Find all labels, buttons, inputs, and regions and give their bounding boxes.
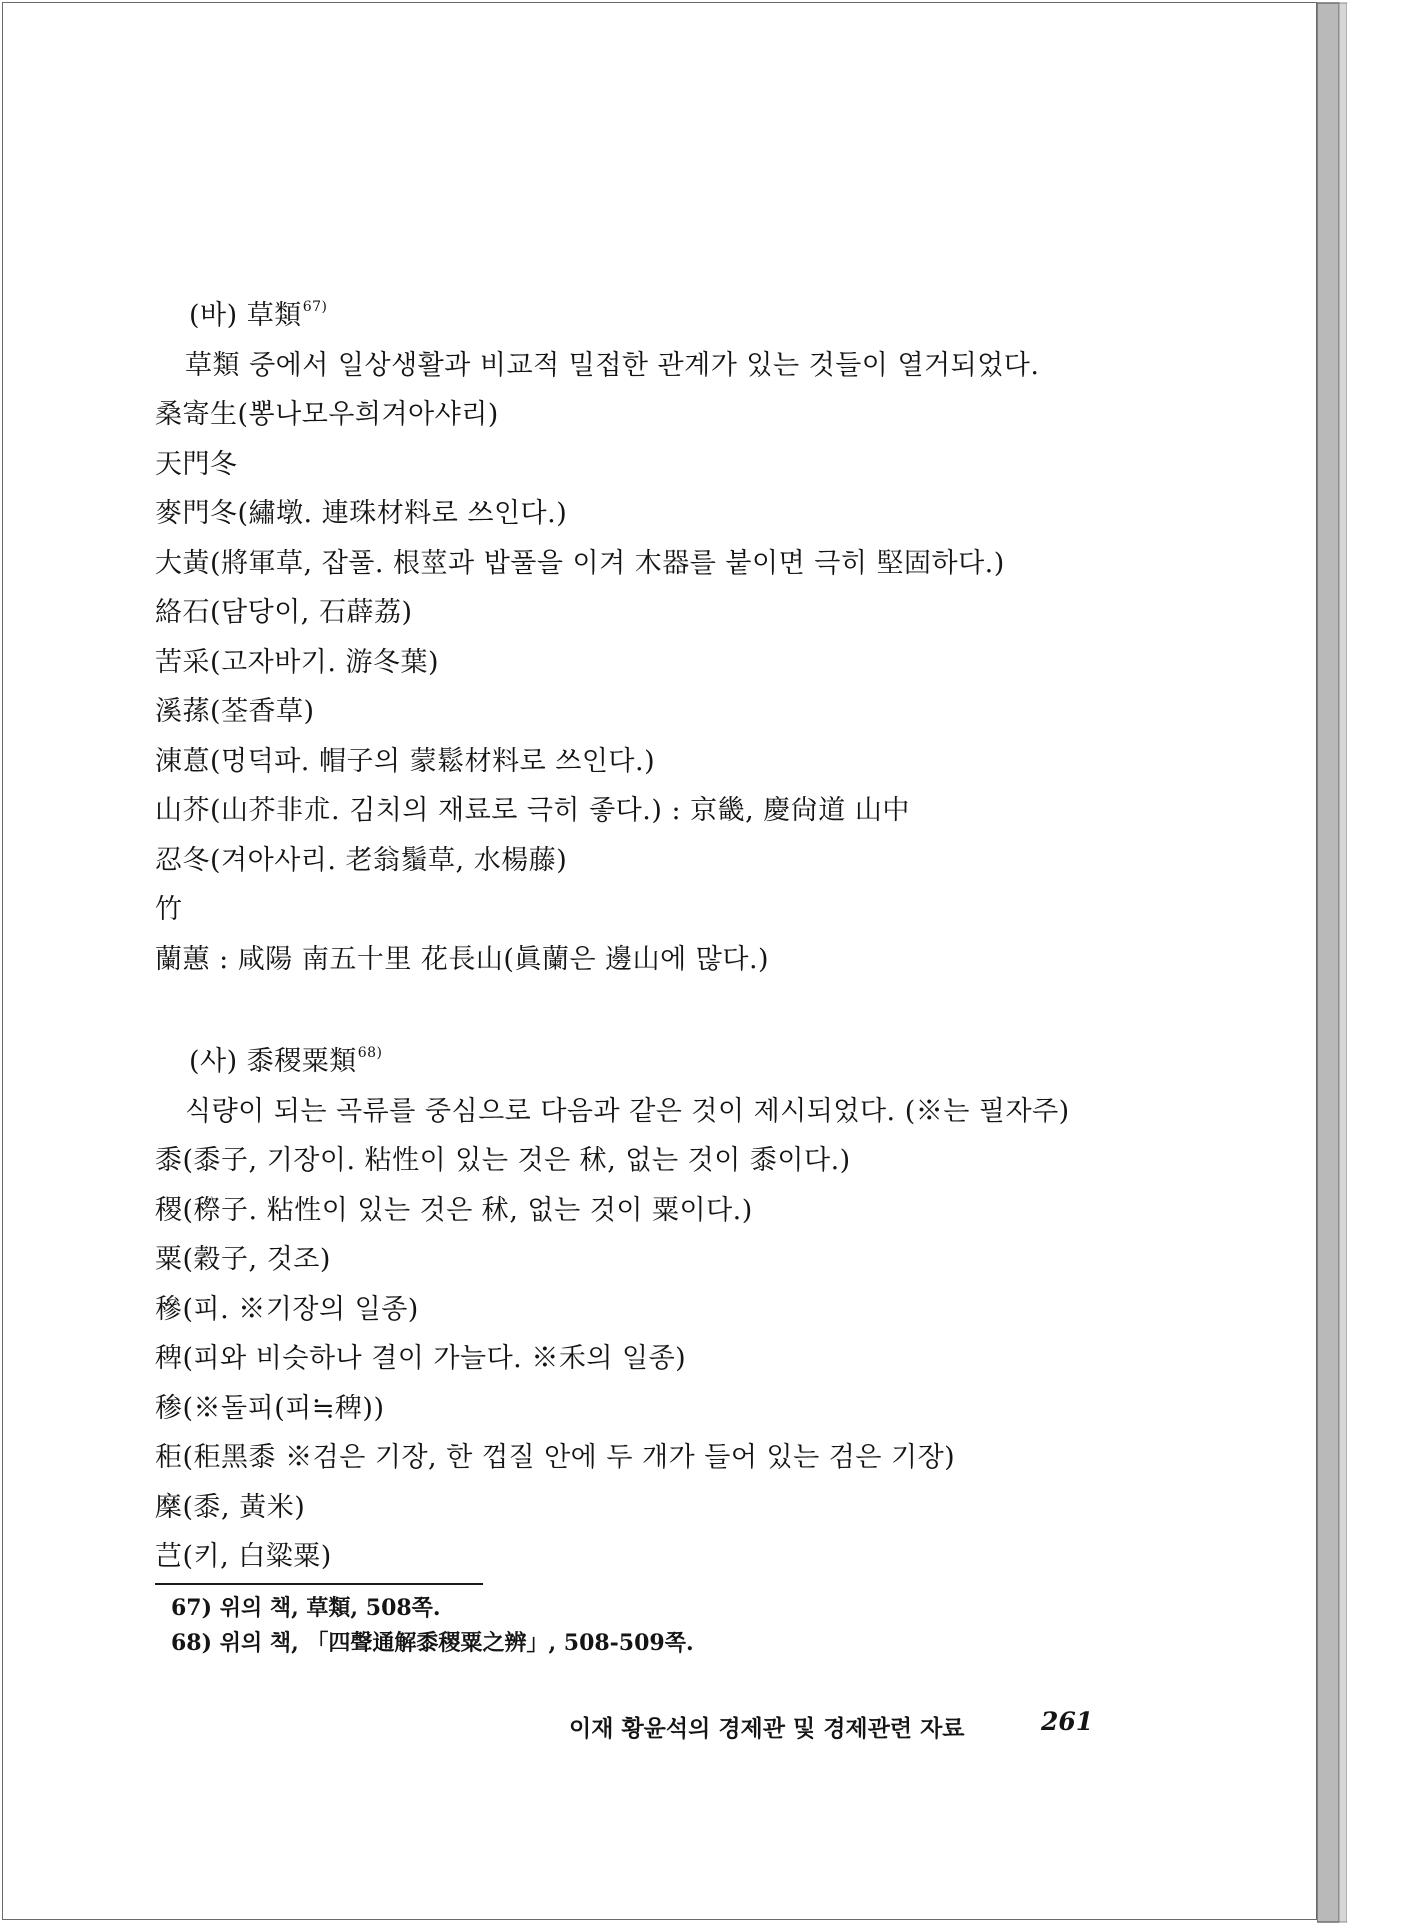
list-item: 穇(피. ※기장의 일종) (155, 1293, 419, 1325)
list-item: 穈(黍, 黃米) (155, 1491, 306, 1523)
list-item: 蘭蕙 : 咸陽 南五十里 花長山(眞蘭은 邊山에 많다.) (155, 943, 770, 975)
footnote-text: 위의 책, 草類, 508쪽. (219, 1595, 441, 1621)
section-heading-text: (바) 草類 (189, 300, 302, 331)
section-heading (155, 1029, 1155, 1087)
footnote-ref: 67) (302, 299, 328, 315)
section-intro: 식량이 되는 곡류를 중심으로 다음과 같은 것이 제시되었다. (※는 필자주) (185, 1095, 1070, 1127)
list-item: 粟(穀子, 것조) (155, 1244, 331, 1275)
section-intro: 草類 중에서 일상생활과 비교적 밀접한 관계가 있는 것들이 열거되었다. (185, 349, 1040, 381)
footnote (171, 1626, 694, 1661)
list-item: 稷(穄子. 粘性이 있는 것은 秫, 없는 것이 粟이다.) (155, 1194, 753, 1226)
section-heading-text: (사) 黍稷粟類 (189, 1046, 357, 1077)
list-item: 山芥(山芥非朮. 김치의 재료로 극히 좋다.) : 京畿, 慶尙道 山中 (155, 795, 910, 826)
footnotes (171, 1591, 694, 1661)
list-item: 稗(피와 비슷하나 결이 가늘다. ※禾의 일종) (155, 1343, 687, 1374)
footnote-number: 68) (171, 1630, 213, 1656)
list-item: 天門冬 (155, 448, 238, 480)
section-heading (155, 283, 1155, 341)
page-stack-edge (1317, 0, 1371, 1926)
footnote (171, 1591, 694, 1626)
list-item: 大黃(將軍草, 잡풀. 根莖과 밥풀을 이겨 木器를 붙이면 극히 堅固하다.) (155, 547, 1005, 579)
list-item: 忍冬(겨아사리. 老翁鬚草, 水楊藤) (155, 844, 568, 876)
footnote-divider (155, 1583, 483, 1585)
list-item: 麥門冬(繡墩. 連珠材料로 쓰인다.) (155, 498, 568, 529)
list-item: 秬(秬黑黍 ※검은 기장, 한 껍질 안에 두 개가 들어 있는 검은 기장) (155, 1442, 956, 1473)
section-gap (155, 984, 1155, 1029)
list-item: 絡石(담당이, 石薜荔) (155, 597, 413, 628)
list-item: 桑寄生(뽕나모우희겨아샤리) (155, 399, 499, 430)
list-item: 竹 (155, 894, 183, 925)
list-item: 䅟(※돌피(피≒稗)) (155, 1392, 385, 1424)
running-footer: 이재 황윤석의 경제관 및 경제관련 자료 (569, 1715, 965, 1742)
footnote-ref: 68) (357, 1045, 383, 1061)
page-body (155, 283, 1155, 1582)
list-item: 苦采(고자바기. 游冬葉) (155, 646, 440, 678)
footnote-text: 위의 책, 「四聲通解黍稷粟之辨」, 508-509쪽. (219, 1630, 694, 1656)
list-item: 涷蒠(멍덕파. 帽子의 蒙鬆材料로 쓰인다.) (155, 745, 656, 777)
page-number: 261 (1041, 1707, 1094, 1736)
list-item: 黍(黍子, 기장이. 粘性이 있는 것은 秫, 없는 것이 黍이다.) (155, 1145, 851, 1176)
list-item: 溪蓀(荃香草) (155, 696, 315, 727)
page-stack-shadow (1317, 0, 1371, 1926)
footnote-number: 67) (171, 1595, 213, 1621)
list-item: 芑(키, 白粱粟) (155, 1541, 332, 1572)
book-page (2, 2, 1317, 1920)
